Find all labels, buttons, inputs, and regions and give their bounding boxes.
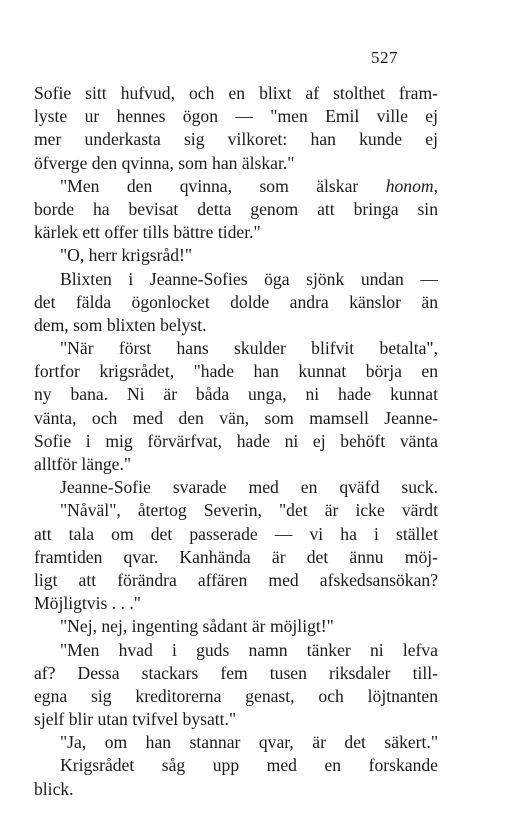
text-line: Sofie i mig förvärfvat, hade ni ej behöft vänta bbox=[34, 430, 438, 451]
text-line: Sofie sitt hufvud, och en blixt af stolthet fram- bbox=[34, 83, 438, 103]
text-line: borde ha bevisat detta genom att bringa sin bbox=[34, 198, 438, 219]
text-line: "O, herr krigsråd!" bbox=[60, 245, 193, 266]
text-line: Jeanne-Sofie svarade med en qväfd suck. bbox=[60, 477, 438, 498]
text-line: "Men den qvinna, som älskar honom, bbox=[60, 175, 438, 196]
text-line: ligt att förändra affären med afskedsansökan? bbox=[34, 569, 438, 590]
text-line: "Men hvad i guds namn tänker ni lefva bbox=[60, 639, 438, 660]
text-line: "Nej, nej, ingenting sådant är möjligt!" bbox=[60, 616, 334, 637]
body-text bbox=[34, 82, 438, 801]
text-line: vänta, och med den vän, som mamsell Jeanne- bbox=[34, 407, 438, 428]
text-line: af? Dessa stackars fem tusen riksdaler till- bbox=[34, 662, 438, 683]
text-line: öfverge den qvinna, som han älskar." bbox=[34, 152, 295, 173]
text-line: "Nåväl", återtog Severin, "det är icke värdt bbox=[60, 500, 438, 521]
text-line: blick. bbox=[34, 778, 74, 799]
text-line: det fälda ögonlocket dolde andra känslor än bbox=[34, 291, 438, 312]
text-line: mer underkasta sig vilkoret: han kunde ej bbox=[34, 129, 438, 150]
text-line: fortfor krigsrådet, "hade han kunnat börja en bbox=[34, 361, 438, 382]
text-line: Möjligtvis . . ." bbox=[34, 593, 141, 614]
text-line: "När först hans skulder blifvit betalta", bbox=[60, 338, 438, 359]
text-line: framtiden qvar. Kanhända är det ännu möj- bbox=[34, 546, 438, 567]
text-line: egna sig kreditorerna genast, och löjtnanten bbox=[34, 685, 438, 706]
text-line: sjelf blir utan tvifvel bysatt." bbox=[34, 709, 237, 730]
text-line: att tala om det passerade — vi ha i stället bbox=[34, 523, 438, 544]
text-line: Blixten i Jeanne-Sofies öga sjönk undan — bbox=[60, 268, 438, 289]
page-number: 527 bbox=[371, 48, 398, 67]
text-line: Krigsrådet såg upp med en forskande bbox=[60, 755, 438, 776]
text-line: "Ja, om han stannar qvar, är det säkert." bbox=[60, 732, 438, 753]
text-line: ny bana. Ni är båda unga, ni hade kunnat bbox=[34, 384, 438, 405]
text-line: lyste ur hennes ögon — "men Emil ville ej bbox=[34, 106, 438, 127]
text-line: dem, som blixten belyst. bbox=[34, 314, 207, 335]
text-line: kärlek ett offer tills bättre tider." bbox=[34, 222, 261, 243]
text-line: alltför länge." bbox=[34, 454, 132, 474]
